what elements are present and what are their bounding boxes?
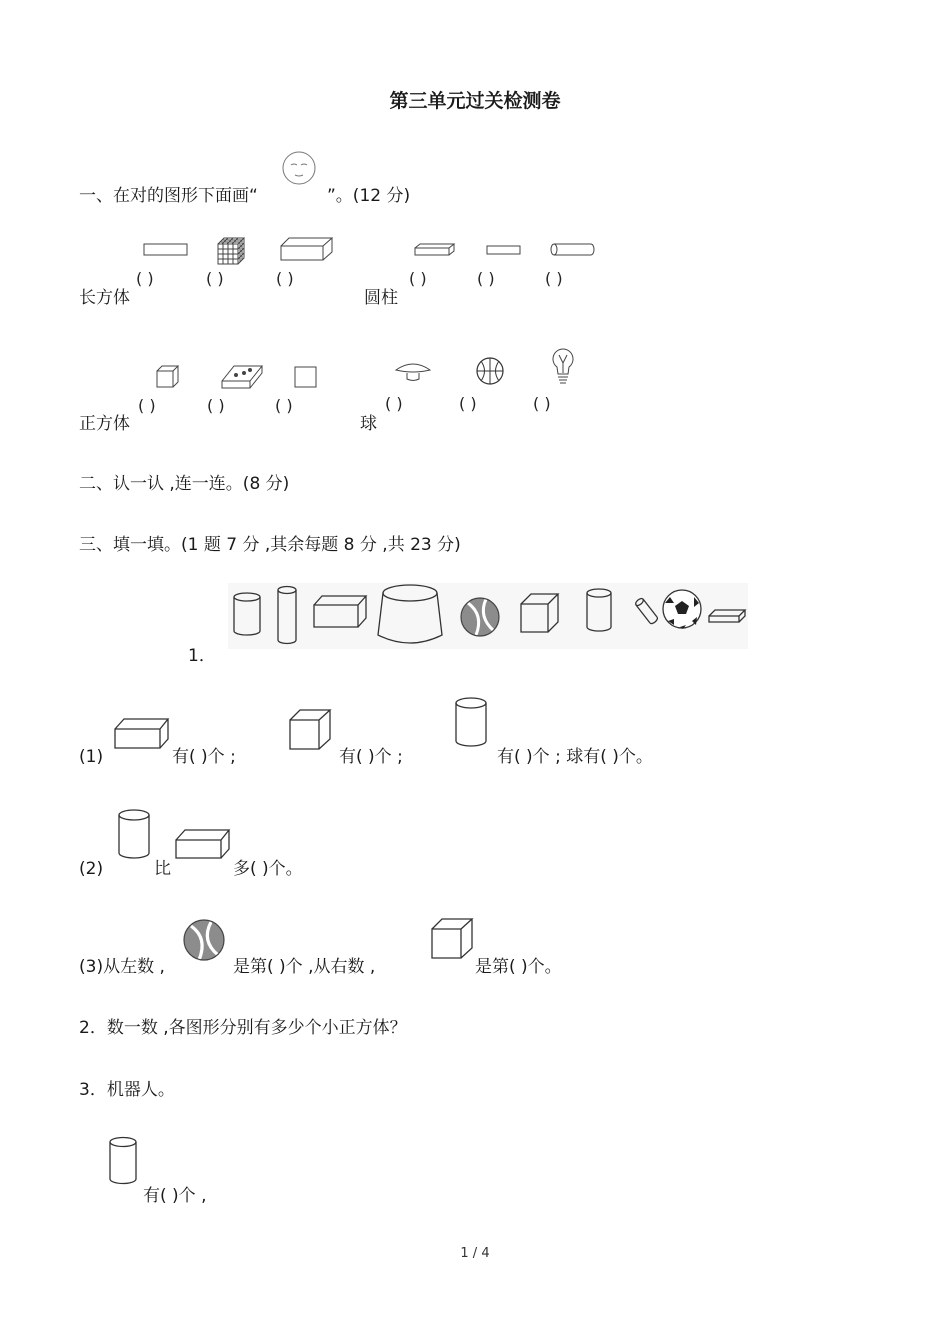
q3-heading: 三、填一填。(1 题 7 分 ,其余每题 8 分 ,共 23 分) [79, 535, 461, 555]
soccer-ball-icon [663, 590, 701, 629]
lying-cylinder-icon [549, 242, 597, 258]
dice-slab-icon [220, 363, 264, 391]
sub-3-left: (3)从左数 , [79, 957, 165, 977]
sub-3-mid: 是第( )个 ,从右数 , [233, 957, 376, 977]
ball-icon [181, 917, 227, 963]
label-sphere: 球 [360, 414, 377, 434]
answer-slot[interactable]: ( ) [138, 396, 156, 415]
answer-slot[interactable]: ( ) [275, 396, 293, 415]
label-cuboid: 长方体 [79, 288, 130, 308]
cylinder-icon [107, 1135, 139, 1187]
item-1-label: 1． [188, 646, 216, 666]
square-icon [293, 365, 319, 389]
q-robot-answer: 有( )个 , [143, 1186, 207, 1206]
basketball-icon [474, 355, 506, 387]
answer-slot[interactable]: ( ) [545, 269, 563, 288]
q-robot-heading: 3．机器人。 [79, 1080, 175, 1100]
cube-icon [429, 915, 475, 961]
q2-heading: 二、认一认 ,连一连。(8 分) [79, 474, 290, 494]
flat-cuboid-icon [143, 241, 189, 257]
answer-slot[interactable]: ( ) [206, 269, 224, 288]
answer-slot[interactable]: ( ) [385, 394, 403, 413]
answer-slot[interactable]: ( ) [459, 394, 477, 413]
answer-slot[interactable]: ( ) [136, 269, 154, 288]
sub-3-end: 是第( )个。 [475, 957, 562, 977]
shape-strip [228, 583, 748, 649]
cylinder-icon [453, 694, 491, 750]
sub-1-a: 有( )个 ; [172, 747, 236, 767]
q1-prefix: 一、在对的图形下面画“ [79, 186, 258, 206]
cylinder-icon [116, 806, 154, 862]
sub-2-bi: 比 [154, 859, 171, 879]
small-cube-icon [155, 364, 181, 390]
answer-slot[interactable]: ( ) [533, 394, 551, 413]
q1-suffix: ”。(12 分) [327, 186, 411, 206]
answer-slot[interactable]: ( ) [207, 396, 225, 415]
ball-icon [461, 598, 499, 636]
cuboid-icon [112, 715, 170, 751]
answer-slot[interactable]: ( ) [477, 269, 495, 288]
flat-rectangle-icon [486, 244, 522, 256]
mushroom-icon [394, 358, 432, 384]
label-cylinder: 圆柱 [364, 288, 398, 308]
sub-2-duo: 多( )个。 [233, 859, 303, 879]
cuboid-icon [173, 827, 231, 861]
page-title: 第三单元过关检测卷 [389, 90, 561, 112]
rubik-cube-icon [216, 236, 248, 266]
light-bulb-icon [550, 347, 576, 387]
answer-slot[interactable]: ( ) [409, 269, 427, 288]
cube-icon [287, 706, 333, 752]
answer-slot[interactable]: ( ) [276, 269, 294, 288]
sub-1-label: (1) [79, 747, 104, 767]
sub-1-b: 有( )个 ; [339, 747, 403, 767]
page-number: 1 / 4 [460, 1246, 490, 1261]
label-cube: 正方体 [79, 414, 130, 434]
thin-cuboid-icon [413, 242, 457, 258]
smiley-face-icon [280, 150, 318, 188]
cuboid-icon [279, 236, 335, 262]
sub-2-label: (2) [79, 859, 104, 879]
sub-1-c: 有( )个 ; 球有( )个。 [497, 747, 653, 767]
q-count-heading: 2．数一数 ,各图形分别有多少个小正方体？ [79, 1018, 407, 1038]
